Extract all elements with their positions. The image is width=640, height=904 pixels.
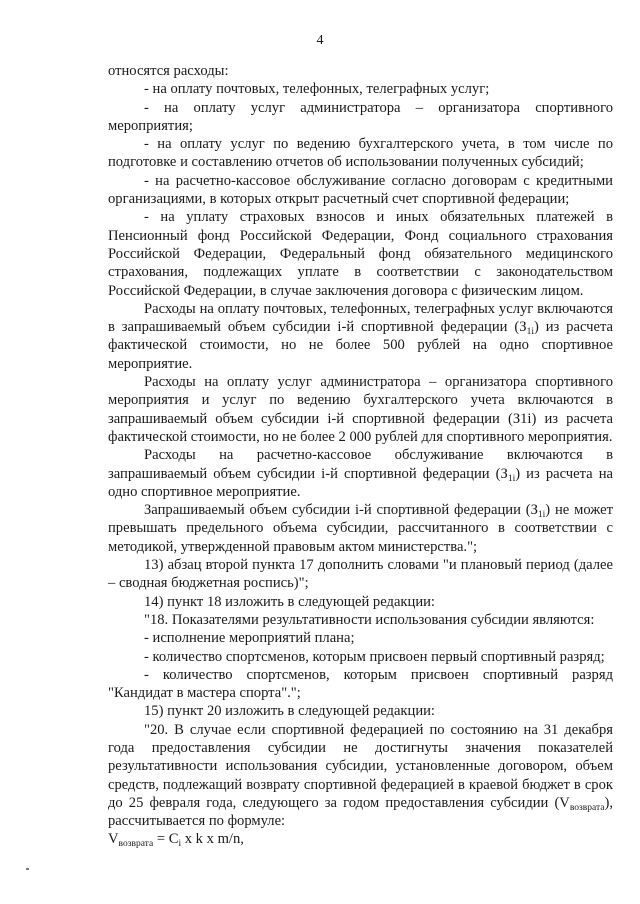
text-part: ) не может превышать предельного объема субсидии, рассчитанного в соответствии с методикой, утвержденной правовым актом министерства."; xyxy=(108,502,613,555)
list-item: - количество спортсменов, которым присвоен спортивный разряд "Кандидат в мастера спорта"."; xyxy=(108,666,613,702)
text-part: ) из расчета на одно спортивное мероприятие. xyxy=(108,465,613,500)
text-part: Расходы на оплату почтовых, телефонных, телеграфных услуг включаются в запрашиваемый объем субсидии i-й спортивной федерации (З xyxy=(108,300,613,336)
subscript: возврата xyxy=(118,839,154,850)
text-part: ) из расчета фактической стоимости, но не более 500 рублей на одно спортивное мероприятие. xyxy=(108,319,613,372)
text-part: "20. В случае если спортивной федерацией по состоянию на 31 декабря года предоставления субсидии не достигнуты значения показателей результативности использования субсидии, установленные договором, объем средств, подлежащий возврату спортивной федерацией в краевой бюджет в срок до 25 февраля года, следующего за годом предоставления субсидии (V xyxy=(108,721,613,811)
paragraph: 15) пункт 20 изложить в следующей редакции: xyxy=(144,703,435,720)
list-item: - на оплату услуг по ведению бухгалтерского учета, в том числе по подготовке и составлению отчетов об использовании полученных субсидий; xyxy=(108,136,613,171)
list-item: - на расчетно-кассовое обслуживание согласно договорам с кредитными организациями, в которых открыт расчетный счет спортивной федерации; xyxy=(108,172,613,208)
paragraph: 13) абзац второй пункта 17 дополнить словами "и плановый период (далее – сводная бюджетная роспись)"; xyxy=(108,557,613,592)
page-number: 4 xyxy=(316,33,324,48)
subscript: возврата xyxy=(569,802,605,813)
paragraph xyxy=(108,501,613,556)
paragraph: "18. Показателями результативности использования субсидии являются: xyxy=(144,611,595,628)
list-item: - на оплату услуг администратора – организатора спортивного мероприятия; xyxy=(108,99,613,134)
subscript: i xyxy=(178,839,182,850)
paragraph xyxy=(108,721,613,831)
paragraph: Расходы на оплату услуг администратора – организатора спортивного мероприятия и услуг по ведению бухгалтерского учета включаются в запрашиваемый объем субсидии i-й спортивной федерации (З1i) из расчета фактической стоимости, но не более 2 000 рублей для спортивного мероприятия. xyxy=(108,374,613,445)
list-item: - на уплату страховых взносов и иных обязательных платежей в Пенсионный фонд Российской Федерации, Фонд социального страхования Российской Федерации, Федеральный фонд обязательного медицинского страхования, подлежащих уплате в соответствии с законодательством Российской Федерации, в случае заключения договора с физическим лицом. xyxy=(108,209,613,299)
formula-part: V xyxy=(108,831,119,848)
formula-part: = C xyxy=(153,831,179,848)
list-item: - количество спортсменов, которым присвоен первый спортивный разряд; xyxy=(144,648,605,665)
subscript: 1i xyxy=(526,327,534,338)
paragraph xyxy=(108,300,613,373)
document-body xyxy=(108,62,613,849)
list-item: - исполнение мероприятий плана; xyxy=(144,630,355,647)
paragraph: относятся расходы: xyxy=(108,63,229,79)
scan-mark xyxy=(26,868,29,870)
list-item: - на оплату почтовых, телефонных, телеграфных услуг; xyxy=(144,81,490,98)
text-part: ), рассчитывается по формуле: xyxy=(108,794,613,830)
subscript: 1i xyxy=(507,473,516,484)
formula-part: x k x m/n, xyxy=(181,831,244,848)
text-part: Расходы на расчетно-кассовое обслуживание включаются в запрашиваемый объем субсидии i-й спортивной федерации (З xyxy=(108,447,613,482)
formula xyxy=(108,830,613,848)
subscript: 1i xyxy=(537,510,546,521)
paragraph xyxy=(108,446,613,501)
text-part: Запрашиваемый объем субсидии i-й спортивной федерации (З xyxy=(144,502,538,519)
paragraph: 14) пункт 18 изложить в следующей редакции: xyxy=(144,593,435,610)
